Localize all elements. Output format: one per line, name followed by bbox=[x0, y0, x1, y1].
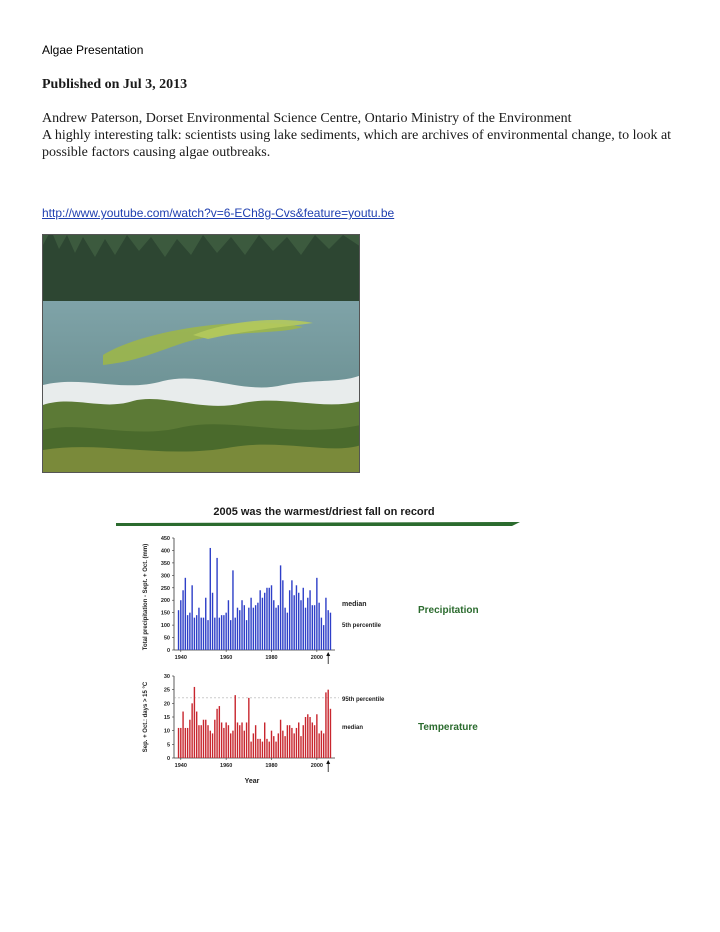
precip-bar bbox=[307, 598, 308, 650]
precip-2005-arrowhead bbox=[326, 652, 330, 656]
precip-bar bbox=[248, 608, 249, 650]
temp-bar bbox=[191, 703, 192, 758]
temperature-label: Temperature bbox=[418, 722, 478, 733]
precip-y-tick-label: 200 bbox=[160, 598, 170, 605]
temp-bar bbox=[316, 714, 317, 758]
temp-x-tick-label: 1960 bbox=[220, 763, 233, 769]
precip-bar bbox=[262, 598, 263, 650]
temp-bar bbox=[212, 733, 213, 758]
precip-median-label: median bbox=[342, 601, 367, 608]
temp-bar bbox=[314, 725, 315, 758]
precip-bar bbox=[246, 620, 247, 650]
temp-bar bbox=[325, 692, 326, 758]
summary-text: A highly interesting talk: scientists using lake sediments, which are archives of environmental change, to look at possible factors causing algae outbreaks. bbox=[42, 128, 672, 160]
precip-bar bbox=[212, 593, 213, 650]
temp-2005-arrowhead bbox=[326, 760, 330, 764]
temp-bar bbox=[264, 722, 265, 758]
temp-bar bbox=[214, 720, 215, 758]
precip-bar bbox=[303, 588, 304, 650]
precip-bar bbox=[210, 548, 211, 650]
temp-bar bbox=[178, 728, 179, 758]
temp-bar bbox=[248, 698, 249, 758]
temperature-panel bbox=[143, 674, 478, 785]
precip-bar bbox=[241, 600, 242, 650]
precip-bar bbox=[205, 598, 206, 650]
temp-bar bbox=[216, 709, 217, 758]
temp-bar bbox=[198, 725, 199, 758]
temp-x-tick-label: 1980 bbox=[265, 763, 278, 769]
precip-bar bbox=[312, 605, 313, 650]
temp-bar bbox=[237, 722, 238, 758]
climate-figure bbox=[110, 500, 530, 800]
precip-bar bbox=[273, 600, 274, 650]
precip-y-axis-label: Total precipitation - Sept. + Oct. (mm) bbox=[143, 543, 149, 651]
precip-bar bbox=[216, 558, 217, 650]
temp-y-tick-label: 0 bbox=[166, 756, 170, 762]
x-axis-label: Year bbox=[244, 778, 260, 785]
precip-bar bbox=[244, 605, 245, 650]
precip-x-tick-label: 2000 bbox=[310, 655, 323, 661]
precip-y-tick-label: 0 bbox=[166, 648, 170, 654]
temp-bar bbox=[253, 733, 254, 758]
temp-bar bbox=[282, 731, 283, 758]
temp-bar bbox=[203, 720, 204, 758]
document-header: Algae Presentation bbox=[42, 43, 144, 57]
precip-bar bbox=[228, 600, 229, 650]
temp-bar bbox=[289, 725, 290, 758]
temp-bar bbox=[330, 709, 331, 758]
description bbox=[42, 110, 692, 161]
precip-bar bbox=[185, 578, 186, 650]
precipitation-panel bbox=[143, 536, 479, 664]
precip-x-tick-label: 1940 bbox=[174, 655, 187, 661]
author-line: Andrew Paterson, Dorset Environmental Science Centre, Ontario Ministry of the Environment bbox=[42, 111, 572, 126]
temp-percentile-label: 95th percentile bbox=[342, 697, 385, 703]
precip-bar bbox=[253, 608, 254, 650]
temp-bar bbox=[235, 695, 236, 758]
precip-bar bbox=[257, 603, 258, 650]
temp-bar bbox=[246, 722, 247, 758]
temp-bar bbox=[223, 728, 224, 758]
precip-bar bbox=[298, 593, 299, 650]
temp-y-tick-label: 30 bbox=[163, 674, 170, 680]
temp-bar bbox=[228, 725, 229, 758]
precip-bar bbox=[250, 598, 251, 650]
precip-bar bbox=[291, 580, 292, 650]
temp-bar bbox=[182, 712, 183, 758]
precip-bar bbox=[325, 598, 326, 650]
temp-bar bbox=[321, 731, 322, 758]
temp-bar bbox=[185, 728, 186, 758]
temp-bar bbox=[284, 736, 285, 758]
temp-bar bbox=[187, 728, 188, 758]
temp-y-tick-label: 15 bbox=[163, 715, 170, 721]
temp-bar bbox=[201, 725, 202, 758]
precip-bar bbox=[196, 615, 197, 650]
precip-bar bbox=[214, 618, 215, 650]
precip-bar bbox=[289, 590, 290, 650]
precip-bar bbox=[182, 590, 183, 650]
temp-bar bbox=[293, 733, 294, 758]
precip-bar bbox=[264, 593, 265, 650]
precip-bar bbox=[180, 600, 181, 650]
temp-x-tick-label: 2000 bbox=[310, 763, 323, 769]
precip-bar bbox=[259, 590, 260, 650]
precip-bar bbox=[282, 580, 283, 650]
temp-bar bbox=[312, 722, 313, 758]
temp-bar bbox=[305, 717, 306, 758]
precip-bar bbox=[323, 625, 324, 650]
temp-bar bbox=[210, 731, 211, 758]
precip-bar bbox=[271, 585, 272, 650]
algae-lake-photo bbox=[42, 234, 360, 473]
precip-y-tick-label: 250 bbox=[160, 585, 170, 592]
temp-bar bbox=[221, 722, 222, 758]
temp-bar bbox=[194, 687, 195, 758]
precip-y-tick-label: 300 bbox=[160, 573, 170, 580]
precip-bar bbox=[280, 565, 281, 650]
temp-bar bbox=[275, 742, 276, 758]
precip-x-tick-label: 1960 bbox=[220, 655, 233, 661]
temp-y-tick-label: 10 bbox=[163, 728, 170, 735]
temp-bar bbox=[327, 690, 328, 758]
precip-bar bbox=[330, 613, 331, 650]
precip-bar bbox=[287, 613, 288, 650]
precip-bar bbox=[269, 588, 270, 650]
temp-bar bbox=[205, 720, 206, 758]
precip-bar bbox=[309, 590, 310, 650]
precip-bar bbox=[198, 608, 199, 650]
temp-bar bbox=[207, 725, 208, 758]
precip-bar bbox=[225, 613, 226, 650]
temp-bar bbox=[303, 725, 304, 758]
precip-bar bbox=[207, 620, 208, 650]
precip-bar bbox=[278, 605, 279, 650]
precip-bar bbox=[327, 610, 328, 650]
temp-bar bbox=[291, 728, 292, 758]
temp-bar bbox=[230, 733, 231, 758]
precip-bar bbox=[300, 600, 301, 650]
precip-bar bbox=[189, 613, 190, 650]
climate-chart bbox=[110, 500, 530, 800]
temp-bar bbox=[257, 739, 258, 758]
precip-bar bbox=[305, 608, 306, 650]
temp-bar bbox=[271, 731, 272, 758]
temp-bar bbox=[241, 722, 242, 758]
temp-bar bbox=[239, 725, 240, 758]
temp-bar bbox=[189, 720, 190, 758]
precip-percentile-label: 5th percentile bbox=[342, 623, 382, 629]
temp-y-tick-label: 20 bbox=[163, 701, 170, 708]
temp-bar bbox=[180, 728, 181, 758]
precip-bar bbox=[201, 618, 202, 650]
temp-bar bbox=[255, 725, 256, 758]
temp-y-tick-label: 5 bbox=[166, 742, 170, 749]
temp-median-label: median bbox=[342, 725, 364, 731]
temp-bar bbox=[280, 720, 281, 758]
precip-bar bbox=[203, 618, 204, 650]
temp-y-tick-label: 25 bbox=[163, 687, 170, 694]
precip-bar bbox=[284, 608, 285, 650]
temp-bar bbox=[318, 733, 319, 758]
temp-bar bbox=[225, 722, 226, 758]
temp-bar bbox=[296, 728, 297, 758]
precip-bar bbox=[239, 610, 240, 650]
precip-bar bbox=[316, 578, 317, 650]
temp-bar bbox=[259, 739, 260, 758]
temp-bar bbox=[307, 714, 308, 758]
precip-bar bbox=[232, 570, 233, 650]
precip-bar bbox=[230, 620, 231, 650]
precip-bar bbox=[187, 615, 188, 650]
precip-y-tick-label: 100 bbox=[160, 623, 170, 630]
temp-x-tick-label: 1940 bbox=[174, 763, 187, 769]
precip-y-tick-label: 350 bbox=[160, 560, 170, 567]
precip-bar bbox=[275, 608, 276, 650]
temp-bar bbox=[250, 742, 251, 758]
precip-y-tick-label: 400 bbox=[160, 548, 170, 555]
temp-bar bbox=[232, 731, 233, 758]
precip-bar bbox=[221, 615, 222, 650]
temp-bar bbox=[269, 742, 270, 758]
precip-bar bbox=[237, 608, 238, 650]
precip-bar bbox=[223, 615, 224, 650]
precip-bar bbox=[219, 618, 220, 650]
published-date: Published on Jul 3, 2013 bbox=[42, 77, 188, 92]
temp-bar bbox=[266, 739, 267, 758]
temp-bar bbox=[287, 725, 288, 758]
temp-bar bbox=[244, 731, 245, 758]
temp-bar bbox=[323, 733, 324, 758]
temp-bar bbox=[278, 733, 279, 758]
precip-bar bbox=[321, 618, 322, 650]
precipitation-label: Precipitation bbox=[418, 605, 479, 616]
precip-bar bbox=[255, 605, 256, 650]
title-rule bbox=[116, 522, 520, 526]
precip-bar bbox=[178, 610, 179, 650]
precip-bar bbox=[266, 588, 267, 650]
temp-bar bbox=[196, 712, 197, 758]
precip-bar bbox=[318, 603, 319, 650]
precip-bar bbox=[293, 595, 294, 650]
precip-bar bbox=[194, 618, 195, 650]
temp-bar bbox=[273, 736, 274, 758]
chart-title: 2005 was the warmest/driest fall on record bbox=[213, 506, 435, 518]
temp-bar bbox=[219, 706, 220, 758]
temp-bar bbox=[262, 742, 263, 758]
precip-bar bbox=[314, 605, 315, 650]
precip-bar bbox=[235, 618, 236, 650]
precip-y-tick-label: 50 bbox=[163, 635, 170, 642]
temp-y-axis-label: Sep. + Oct.: days > 15 °C bbox=[143, 681, 149, 753]
algae-lake-illustration bbox=[43, 235, 360, 473]
precip-bar bbox=[296, 585, 297, 650]
video-link[interactable]: http://www.youtube.com/watch?v=6-ECh8g-Cvs&feature=youtu.be bbox=[42, 206, 395, 220]
precip-y-tick-label: 450 bbox=[160, 536, 170, 542]
precip-bar bbox=[191, 585, 192, 650]
temp-bar bbox=[309, 717, 310, 758]
precip-y-tick-label: 150 bbox=[160, 610, 170, 617]
temp-bar bbox=[300, 736, 301, 758]
temp-bar bbox=[298, 722, 299, 758]
precip-x-tick-label: 1980 bbox=[265, 655, 278, 661]
